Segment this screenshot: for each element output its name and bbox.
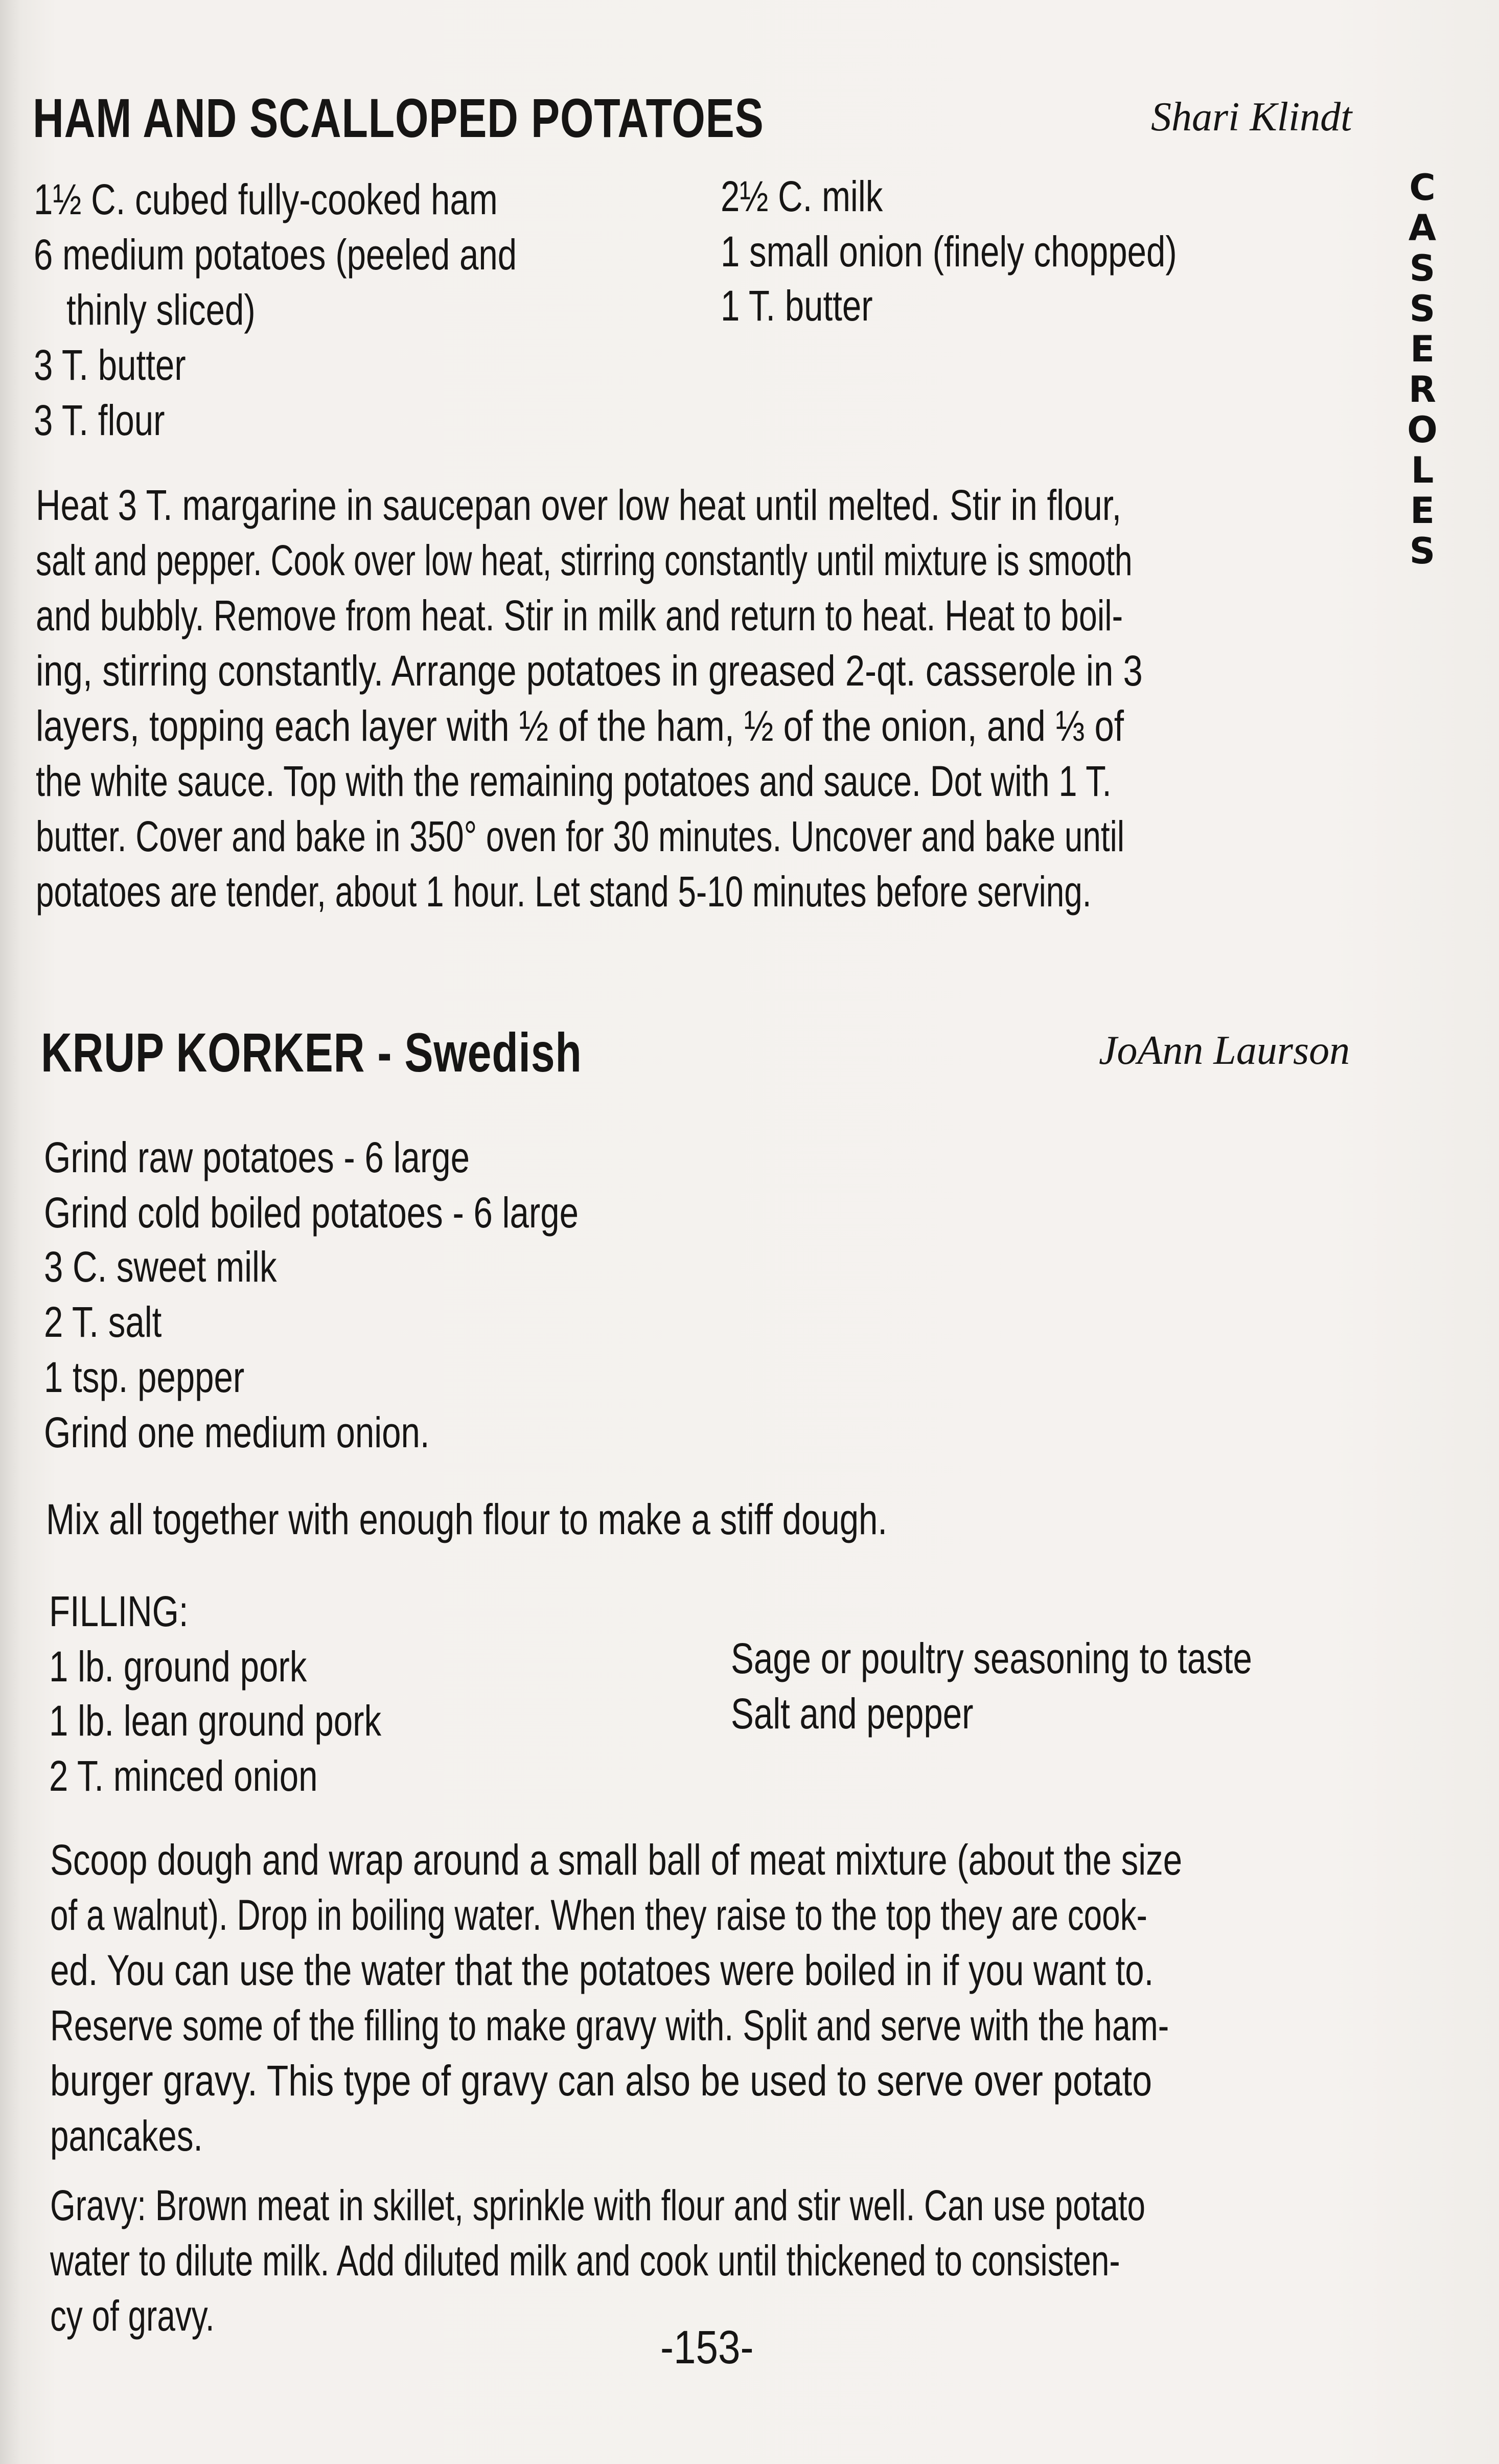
ingredient: 3 C. sweet milk [44, 1243, 277, 1291]
sidebar-letter: E [1410, 490, 1435, 532]
filling-ingredient: Sage or poultry seasoning to taste [731, 1634, 1252, 1682]
ingredient: 6 medium potatoes (peeled and [34, 231, 517, 279]
filling-ingredient: 1 lb. ground pork [49, 1642, 307, 1691]
filling-ingredient: Salt and pepper [731, 1690, 974, 1738]
directions-line: burger gravy. This type of gravy can also be used to serve over potato [50, 2057, 1152, 2105]
recipe-title: HAM AND SCALLOPED POTATOES [33, 87, 764, 149]
ingredient: 2 T. salt [44, 1298, 162, 1346]
recipe-author: JoAnn Laurson [1099, 1028, 1350, 1073]
ingredient: 1 T. butter [721, 282, 873, 330]
ingredient: 1½ C. cubed fully-cooked ham [34, 175, 498, 223]
ingredient: 3 T. butter [34, 341, 186, 389]
sidebar-letter: R [1409, 369, 1436, 410]
directions-line: the white sauce. Top with the remaining potatoes and sauce. Dot with 1 T. [36, 757, 1112, 805]
sidebar-letter: E [1410, 328, 1435, 370]
gravy-line: cy of gravy. [50, 2292, 215, 2340]
directions-line: and bubbly. Remove from heat. Stir in milk and return to heat. Heat to boil- [36, 591, 1123, 640]
sidebar-letter: C [1409, 167, 1436, 209]
mix-instruction: Mix all together with enough flour to make a stiff dough. [46, 1495, 888, 1543]
directions-line: potatoes are tender, about 1 hour. Let stand 5-10 minutes before serving. [36, 868, 1092, 916]
directions-line: salt and pepper. Cook over low heat, stirring constantly until mixture is smooth [36, 536, 1133, 584]
recipe-title: KRUP KORKER - Swedish [41, 1021, 582, 1083]
filling-ingredient: 2 T. minced onion [49, 1752, 318, 1800]
section-tab-casseroles [1399, 168, 1445, 572]
sidebar-letter: S [1409, 530, 1436, 572]
filling-label: FILLING: [49, 1587, 189, 1635]
ingredient: Grind one medium onion. [44, 1408, 430, 1456]
ingredient: 3 T. flour [34, 396, 165, 444]
recipe-author: Shari Klindt [1151, 95, 1352, 140]
directions-line: layers, topping each layer with ½ of the ham, ½ of the onion, and ⅓ of [36, 702, 1124, 750]
directions-line: of a walnut). Drop in boiling water. When they raise to the top they are cook- [50, 1891, 1147, 1939]
filling-ingredient: 1 lb. lean ground pork [49, 1697, 382, 1745]
ingredient: Grind raw potatoes - 6 large [44, 1133, 470, 1181]
sidebar-letter: O [1407, 409, 1438, 451]
sidebar-letter: L [1411, 449, 1434, 491]
directions-line: pancakes. [50, 2112, 203, 2160]
directions-line: ed. You can use the water that the potatoes were boiled in if you want to. [50, 1946, 1154, 1994]
directions-line: Scoop dough and wrap around a small ball of meat mixture (about the size [50, 1836, 1183, 1884]
directions-line: butter. Cover and bake in 350° oven for 30 minutes. Uncover and bake until [36, 812, 1125, 860]
gravy-line: Gravy: Brown meat in skillet, sprinkle with flour and stir well. Can use potato [50, 2181, 1146, 2229]
directions-line: ing, stirring constantly. Arrange potatoes in greased 2-qt. casserole in 3 [36, 647, 1143, 695]
page-number: -153- [660, 2321, 754, 2374]
sidebar-letter: S [1409, 288, 1436, 330]
directions-line: Reserve some of the filling to make gravy with. Split and serve with the ham- [50, 2001, 1169, 2049]
ingredient: 1 small onion (finely chopped) [721, 227, 1177, 276]
ingredient: 2½ C. milk [721, 172, 883, 220]
ingredient: 1 tsp. pepper [44, 1353, 245, 1401]
ingredient: Grind cold boiled potatoes - 6 large [44, 1189, 579, 1237]
directions-line: Heat 3 T. margarine in saucepan over low heat until melted. Stir in flour, [36, 481, 1122, 529]
ingredient: thinly sliced) [66, 286, 256, 334]
gravy-line: water to dilute milk. Add diluted milk and cook until thickened to consisten- [50, 2237, 1120, 2285]
sidebar-letter: A [1408, 207, 1437, 249]
sidebar-letter: S [1409, 247, 1436, 289]
